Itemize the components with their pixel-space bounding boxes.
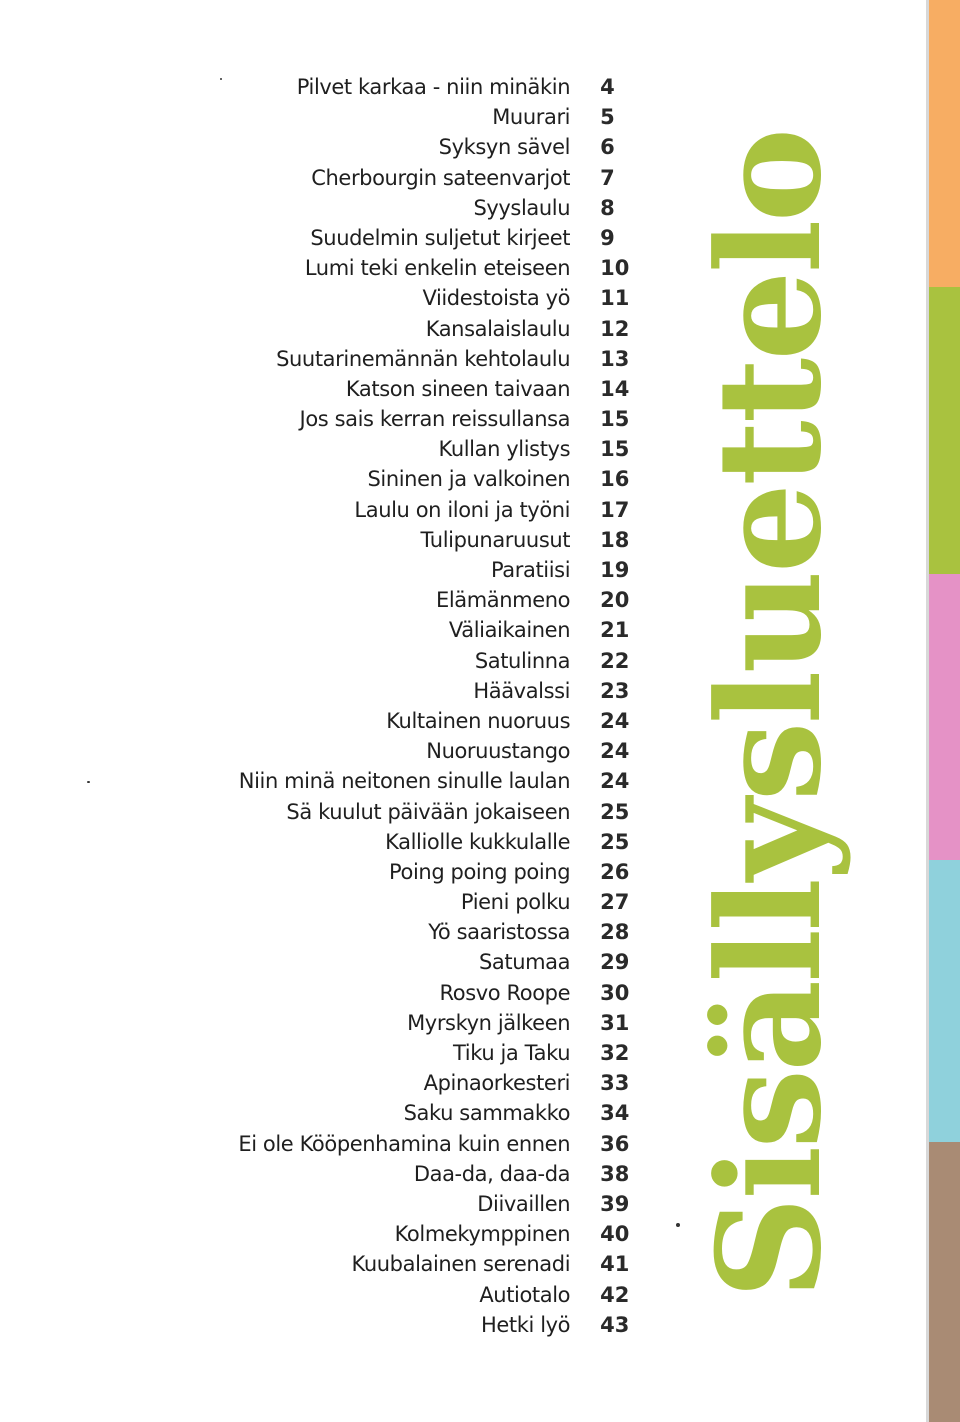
toc-entry — [0, 769, 640, 799]
toc-entry — [0, 347, 640, 377]
toc-entry-title: Jos sais kerran reissullansa — [299, 407, 571, 432]
toc-entry-title: Saku sammakko — [403, 1101, 571, 1126]
toc-entry-title: Kullan ylistys — [438, 437, 571, 462]
toc-entry — [0, 1041, 640, 1071]
toc-entry-page-number: 39 — [600, 1191, 630, 1216]
toc-entry — [0, 860, 640, 890]
toc-entry-title: Viidestoista yö — [422, 286, 571, 311]
toc-entry-page-number: 26 — [600, 859, 630, 884]
toc-entry — [0, 105, 640, 135]
toc-entry — [0, 920, 640, 950]
toc-entry-page-number: 42 — [600, 1282, 630, 1307]
toc-entry-title: Rosvo Roope — [439, 980, 571, 1005]
toc-entry-title: Pilvet karkaa - niin minäkin — [296, 75, 571, 99]
toc-entry-title: Ei ole Kööpenhamina kuin ennen — [238, 1131, 571, 1156]
toc-entry-page-number: 27 — [600, 890, 630, 915]
toc-entry-page-number: 29 — [600, 950, 630, 975]
toc-entry-page-number: 17 — [600, 497, 630, 522]
toc-entry-page-number: 43 — [600, 1312, 630, 1337]
print-speck — [676, 1223, 680, 1227]
toc-entry-title: Sä kuulut päivään jokaiseen — [286, 799, 571, 824]
toc-entry — [0, 407, 640, 437]
toc-entry — [0, 649, 640, 679]
toc-entry — [0, 226, 640, 256]
toc-entry-page-number: 41 — [600, 1252, 630, 1277]
toc-entry — [0, 558, 640, 588]
toc-entry-page-number: 15 — [600, 407, 630, 432]
toc-entry-page-number: 11 — [600, 286, 630, 311]
toc-entry-page-number: 10 — [600, 256, 630, 281]
toc-entry-page-number: 14 — [600, 376, 630, 401]
toc-entry — [0, 588, 640, 618]
toc-entry-page-number: 28 — [600, 920, 630, 945]
toc-entry-title: Laulu on iloni ja työni — [354, 497, 571, 522]
toc-entry-title: Yö saaristossa — [428, 920, 571, 945]
toc-entry-title: Sininen ja valkoinen — [367, 467, 571, 492]
toc-entry — [0, 437, 640, 467]
toc-entry — [0, 1011, 640, 1041]
toc-entry — [0, 709, 640, 739]
strip-segment-orange — [929, 0, 960, 287]
toc-entry-title: Nuoruustango — [426, 739, 571, 764]
toc-entry — [0, 618, 640, 648]
toc-entry-title: Kansalaislaulu — [425, 316, 571, 341]
toc-entry — [0, 800, 640, 830]
toc-entry — [0, 286, 640, 316]
toc-entry — [0, 1192, 640, 1222]
toc-entry — [0, 196, 640, 226]
toc-entry-page-number: 4 — [600, 75, 615, 99]
toc-entry — [0, 1132, 640, 1162]
toc-entry-page-number: 25 — [600, 799, 630, 824]
print-speck — [220, 78, 222, 80]
toc-entry — [0, 528, 640, 558]
toc-entry-page-number: 22 — [600, 648, 630, 673]
toc-entry — [0, 1162, 640, 1192]
toc-entry-page-number: 19 — [600, 558, 630, 582]
toc-entry-title: Satumaa — [478, 950, 571, 975]
toc-entry-title: Lumi teki enkelin eteiseen — [304, 256, 571, 281]
toc-entry-title: Elämänmeno — [435, 588, 571, 613]
color-strip — [929, 0, 960, 1422]
toc-entry-title: Katson sineen taivaan — [345, 376, 571, 401]
toc-entry — [0, 1101, 640, 1131]
toc-entry-page-number: 24 — [600, 769, 630, 794]
toc-entry — [0, 256, 640, 286]
toc-entry-page-number: 20 — [600, 588, 630, 613]
toc-entry — [0, 1071, 640, 1101]
toc-entry — [0, 981, 640, 1011]
toc-entry-title: Hetki lyö — [480, 1312, 571, 1337]
toc-entry-title: Syyslaulu — [473, 195, 571, 220]
toc-entry-page-number: 6 — [600, 135, 615, 160]
toc-entry-title: Satulinna — [474, 648, 571, 673]
toc-entry-title: Väliaikainen — [448, 618, 571, 643]
toc-entry — [0, 739, 640, 769]
print-speck — [87, 781, 90, 783]
toc-entry-page-number: 9 — [600, 225, 615, 250]
strip-segment-green — [929, 287, 960, 574]
toc-entry — [0, 1283, 640, 1313]
toc-entry-title: Autiotalo — [479, 1282, 571, 1307]
toc-entry — [0, 1313, 640, 1343]
toc-entry-page-number: 21 — [600, 618, 630, 643]
toc-entry-page-number: 24 — [600, 708, 630, 733]
toc-entry-page-number: 12 — [600, 316, 630, 341]
toc-entry-title: Diivaillen — [477, 1191, 571, 1216]
toc-entry-title: Daa-da, daa-da — [413, 1161, 571, 1186]
toc-entry-title: Niin minä neitonen sinulle laulan — [238, 769, 571, 794]
toc-entry-page-number: 23 — [600, 678, 630, 703]
toc-entry-title: Kalliolle kukkulalle — [385, 829, 571, 854]
toc-entry-page-number: 7 — [600, 165, 615, 190]
toc-entry-title: Cherbourgin sateenvarjot — [311, 165, 571, 190]
toc-entry — [0, 950, 640, 980]
toc-entry-page-number: 36 — [600, 1131, 630, 1156]
toc-entry — [0, 890, 640, 920]
toc-entry-title: Apinaorkesteri — [423, 1071, 571, 1096]
toc-entry-title: Paratiisi — [490, 558, 571, 582]
toc-entry-page-number: 16 — [600, 467, 630, 492]
toc-entry-title: Pieni polku — [460, 890, 571, 915]
toc-entry-page-number: 30 — [600, 980, 630, 1005]
strip-segment-cyan — [929, 860, 960, 1142]
toc-entry-page-number: 15 — [600, 437, 630, 462]
toc-entry-title: Kultainen nuoruus — [386, 708, 571, 733]
table-of-contents — [0, 75, 640, 1343]
toc-entry-title: Muurari — [492, 105, 571, 130]
toc-entry — [0, 467, 640, 497]
toc-entry-title: Tiku ja Taku — [452, 1041, 571, 1065]
toc-entry-page-number: 31 — [600, 1010, 630, 1035]
toc-entry-page-number: 34 — [600, 1101, 630, 1126]
toc-entry-page-number: 5 — [600, 105, 615, 130]
toc-entry-title: Suutarinemännän kehtolaulu — [276, 346, 571, 371]
toc-entry — [0, 377, 640, 407]
toc-entry-title: Tulipunaruusut — [420, 527, 571, 552]
toc-entry-title: Kolmekymppinen — [394, 1222, 571, 1247]
page-heading: Sisällysluettelo — [687, 130, 853, 1300]
toc-entry — [0, 679, 640, 709]
toc-entry-title: Kuubalainen serenadi — [351, 1252, 571, 1277]
toc-entry-page-number: 25 — [600, 829, 630, 854]
toc-entry — [0, 317, 640, 347]
toc-entry-page-number: 18 — [600, 527, 630, 552]
toc-entry-page-number: 40 — [600, 1222, 630, 1247]
toc-entry — [0, 1252, 640, 1282]
toc-entry-page-number: 33 — [600, 1071, 630, 1096]
toc-entry-page-number: 32 — [600, 1041, 630, 1065]
toc-entry — [0, 1222, 640, 1252]
toc-entry-title: Syksyn sävel — [438, 135, 571, 160]
toc-entry-page-number: 24 — [600, 739, 630, 764]
toc-entry-page-number: 38 — [600, 1161, 630, 1186]
toc-entry-title: Poing poing poing — [389, 859, 571, 884]
toc-entry-title: Häävalssi — [473, 678, 571, 703]
toc-entry-title: Myrskyn jälkeen — [407, 1010, 571, 1035]
toc-entry — [0, 166, 640, 196]
toc-entry-page-number: 8 — [600, 195, 615, 220]
strip-segment-pink — [929, 574, 960, 860]
toc-entry — [0, 135, 640, 165]
toc-entry-title: Suudelmin suljetut kirjeet — [310, 225, 571, 250]
strip-segment-brown — [929, 1142, 960, 1422]
toc-entry-page-number: 13 — [600, 346, 630, 371]
toc-entry — [0, 75, 640, 105]
toc-entry — [0, 498, 640, 528]
toc-entry — [0, 830, 640, 860]
